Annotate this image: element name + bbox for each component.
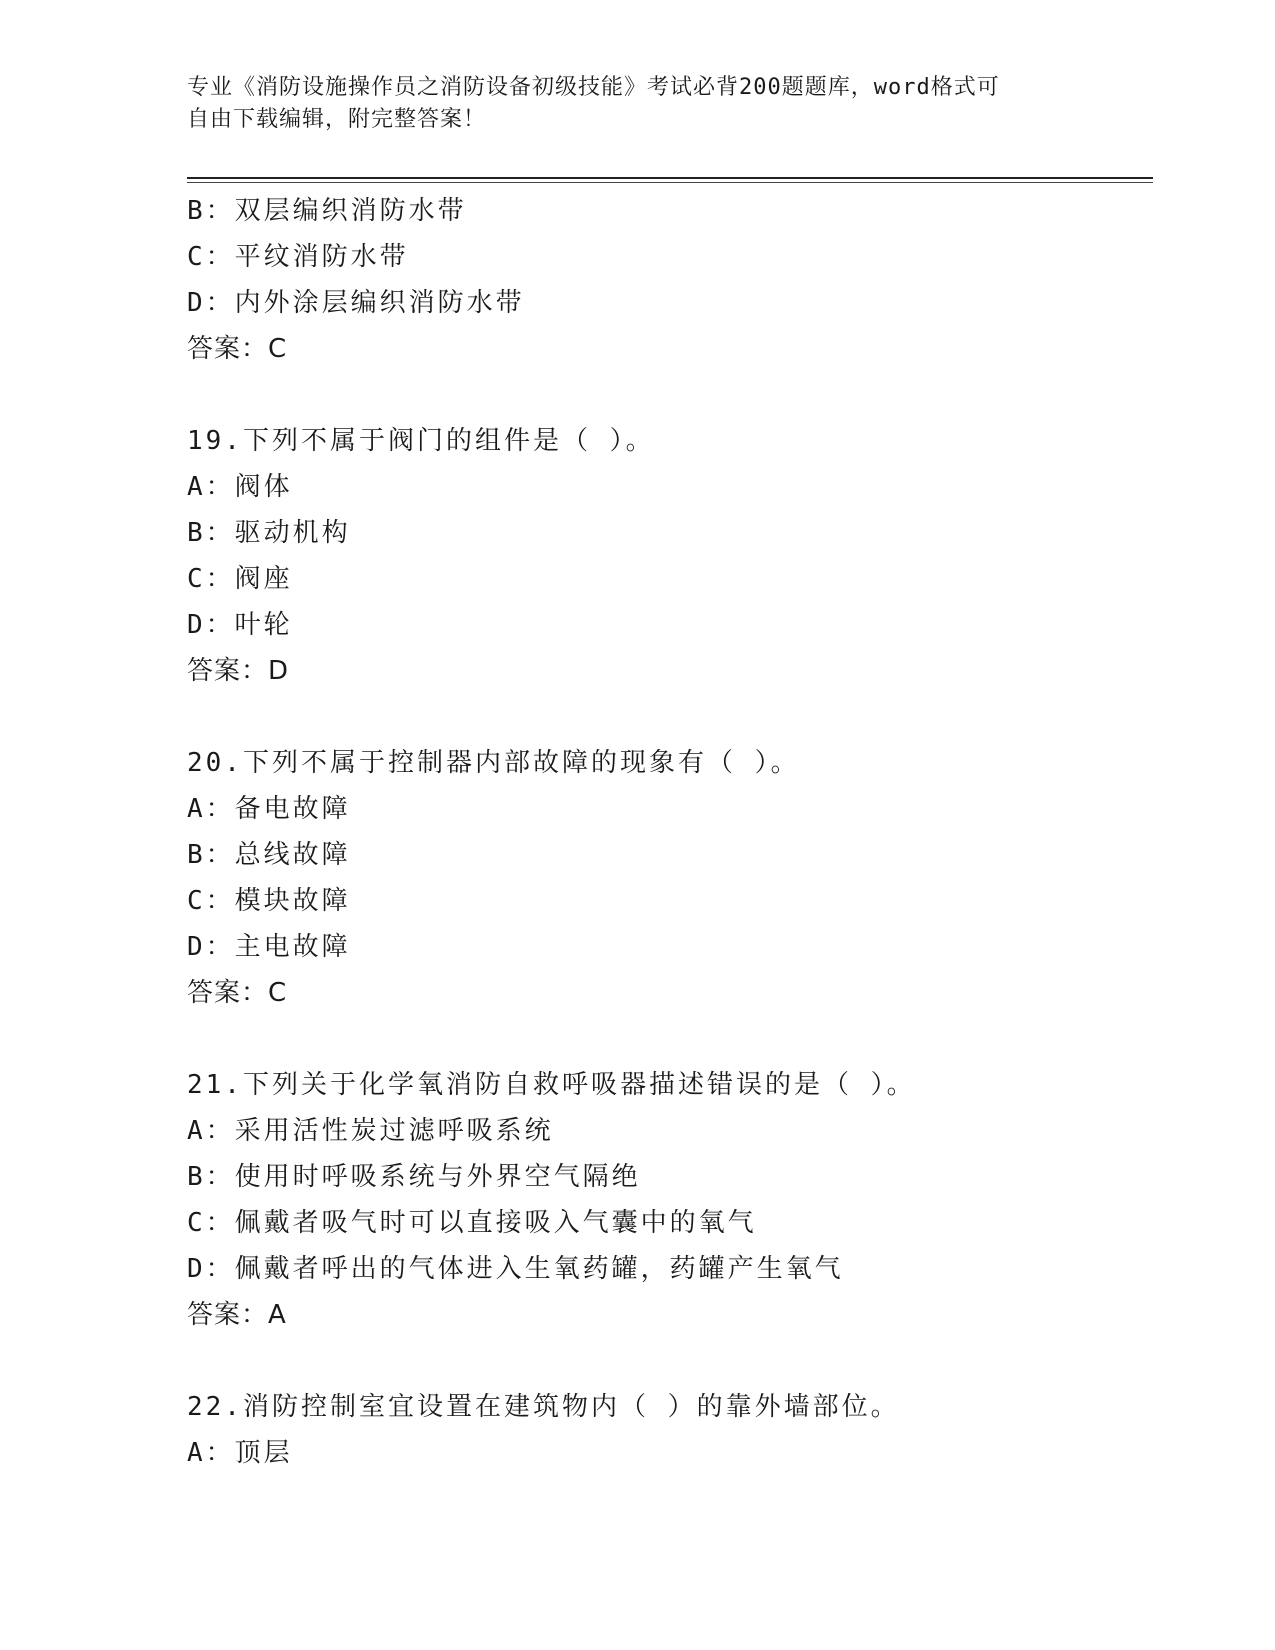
question-list	[187, 188, 1153, 1476]
header-line-2: 自由下载编辑，附完整答案！	[187, 107, 487, 132]
option-c: C：平纹消防水带	[187, 242, 409, 272]
answer: 答案：C	[187, 334, 288, 364]
spacer	[187, 1338, 1153, 1384]
option-b: B：总线故障	[187, 840, 351, 870]
answer: 答案：C	[187, 978, 288, 1008]
option-c: C：佩戴者吸气时可以直接吸入气囊中的氧气	[187, 1208, 757, 1238]
question-block-21	[187, 1062, 1153, 1338]
option-a: A：备电故障	[187, 794, 351, 824]
question-text: 21.下列关于化学氧消防自救呼吸器描述错误的是（ ）。	[187, 1070, 916, 1100]
option-d: D：叶轮	[187, 610, 293, 640]
option-d: D：内外涂层编织消防水带	[187, 288, 525, 318]
question-block-22	[187, 1384, 1153, 1476]
header-line-1: 专业《消防设施操作员之消防设备初级技能》考试必背200题题库，word格式可	[187, 75, 1000, 100]
option-a: A：采用活性炭过滤呼吸系统	[187, 1116, 554, 1146]
option-d: D：佩戴者呼出的气体进入生氧药罐，药罐产生氧气	[187, 1254, 844, 1284]
document-header	[187, 72, 1067, 136]
option-c: C：阀座	[187, 564, 293, 594]
header-divider-thin	[187, 182, 1153, 183]
answer: 答案：A	[187, 1300, 287, 1330]
spacer	[187, 694, 1153, 740]
header-divider-thick	[187, 177, 1153, 179]
option-d: D：主电故障	[187, 932, 351, 962]
option-c: C：模块故障	[187, 886, 351, 916]
question-block-19	[187, 418, 1153, 694]
option-b: B：使用时呼吸系统与外界空气隔绝	[187, 1162, 641, 1192]
option-b: B：双层编织消防水带	[187, 196, 467, 226]
question-text: 20.下列不属于控制器内部故障的现象有（ ）。	[187, 748, 800, 778]
question-block-18	[187, 188, 1153, 372]
spacer	[187, 372, 1153, 418]
answer: 答案：D	[187, 656, 290, 686]
option-b: B：驱动机构	[187, 518, 351, 548]
spacer	[187, 1016, 1153, 1062]
question-block-20	[187, 740, 1153, 1016]
question-text: 22.消防控制室宜设置在建筑物内（ ）的靠外墙部位。	[187, 1392, 900, 1422]
option-a: A：顶层	[187, 1438, 293, 1468]
question-text: 19.下列不属于阀门的组件是（ ）。	[187, 426, 655, 456]
option-a: A：阀体	[187, 472, 293, 502]
